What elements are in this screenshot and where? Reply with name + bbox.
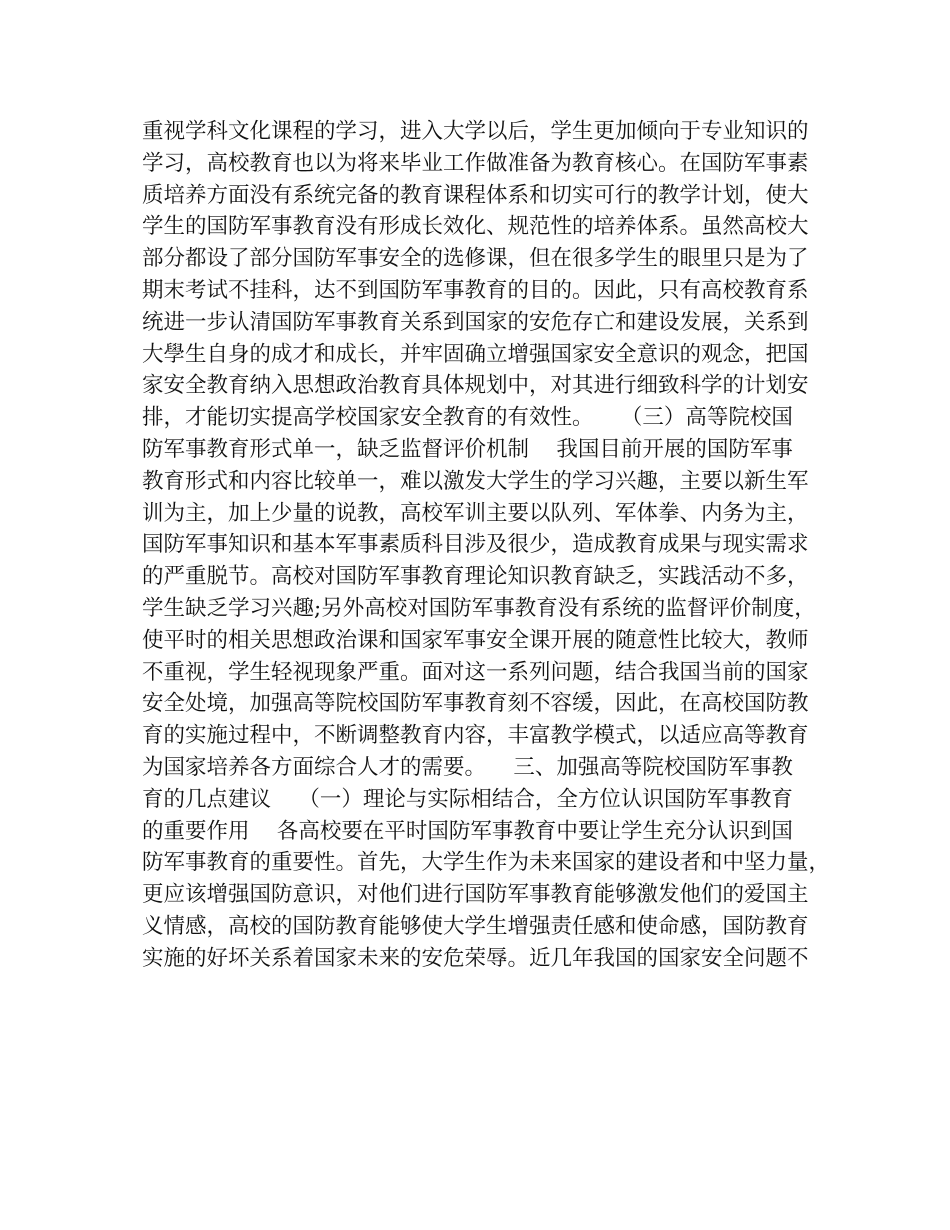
text-line: 义情感，高校的国防教育能够使大学生增强责任感和使命感，国防教育 xyxy=(142,913,809,939)
text-line: 教育形式和内容比较单一，难以激发大学生的学习兴趣，主要以新生军 xyxy=(142,468,809,494)
text-line: 统进一步认清国防军事教育关系到国家的安危存亡和建设发展，关系到 xyxy=(142,309,809,335)
text-line: 学生的国防军事教育没有形成长效化、规范性的培养体系。虽然高校大 xyxy=(142,214,809,240)
text-line: 学习，高校教育也以为将来毕业工作做准备为教育核心。在国防军事素 xyxy=(142,150,809,176)
text-line: 训为主，加上少量的说教，高校军训主要以队列、军体拳、内务为主， xyxy=(142,500,809,526)
text-line: 防军事教育形式单一，缺乏监督评价机制 我国目前开展的国防军事 xyxy=(142,436,793,462)
text-line: 质培养方面没有系统完备的教育课程体系和切实可行的教学计划，使大 xyxy=(142,182,809,208)
text-line: 重视学科文化课程的学习，进入大学以后，学生更加倾向于专业知识的 xyxy=(142,119,809,144)
text-line: 育的实施过程中，不断调整教育内容，丰富教学模式，以适应高等教育 xyxy=(142,723,809,749)
text-line: 的重要作用 各高校要在平时国防军事教育中要让学生充分认识到国 xyxy=(142,818,793,844)
text-line: 不重视，学生轻视现象严重。面对这一系列问题，结合我国当前的国家 xyxy=(142,659,809,685)
body-text xyxy=(142,116,832,975)
text-line: 育的几点建议 （一）理论与实际相结合，全方位认识国防军事教育 xyxy=(142,786,793,812)
text-line: 使平时的相关思想政治课和国家军事安全课开展的随意性比较大，教师 xyxy=(142,627,809,653)
text-line: 国防军事知识和基本军事素质科目涉及很少，造成教育成果与现实需求 xyxy=(142,532,809,558)
text-line: 防军事教育的重要性。首先，大学生作为未来国家的建设者和中坚力量， xyxy=(142,850,831,876)
text-line: 更应该增强国防意识，对他们进行国防军事教育能够激发他们的爱国主 xyxy=(142,882,809,908)
text-line: 家安全教育纳入思想政治教育具体规划中，对其进行细致科学的计划安 xyxy=(142,373,809,399)
text-line: 实施的好坏关系着国家未来的安危荣辱。近几年我国的国家安全问题不 xyxy=(142,945,809,971)
text-line: 部分都设了部分国防军事安全的选修课，但在很多学生的眼里只是为了 xyxy=(142,246,809,272)
text-line: 的严重脱节。高校对国防军事教育理论知识教育缺乏，实践活动不多， xyxy=(142,564,809,590)
text-line: 排，才能切实提高学校国家安全教育的有效性。 （三）高等院校国 xyxy=(142,405,793,431)
text-line: 学生缺乏学习兴趣;另外高校对国防军事教育没有系统的监督评价制度， xyxy=(142,595,816,621)
text-line: 期末考试不挂科，达不到国防军事教育的目的。因此，只有高校教育系 xyxy=(142,277,809,303)
text-line: 大學生自身的成才和成长，并牢固确立增强国家安全意识的观念，把国 xyxy=(142,341,809,367)
text-line: 安全处境，加强高等院校国防军事教育刻不容缓，因此，在高校国防教 xyxy=(142,691,809,717)
text-line: 为国家培养各方面综合人才的需要。 三、加强高等院校国防军事教 xyxy=(142,754,793,780)
